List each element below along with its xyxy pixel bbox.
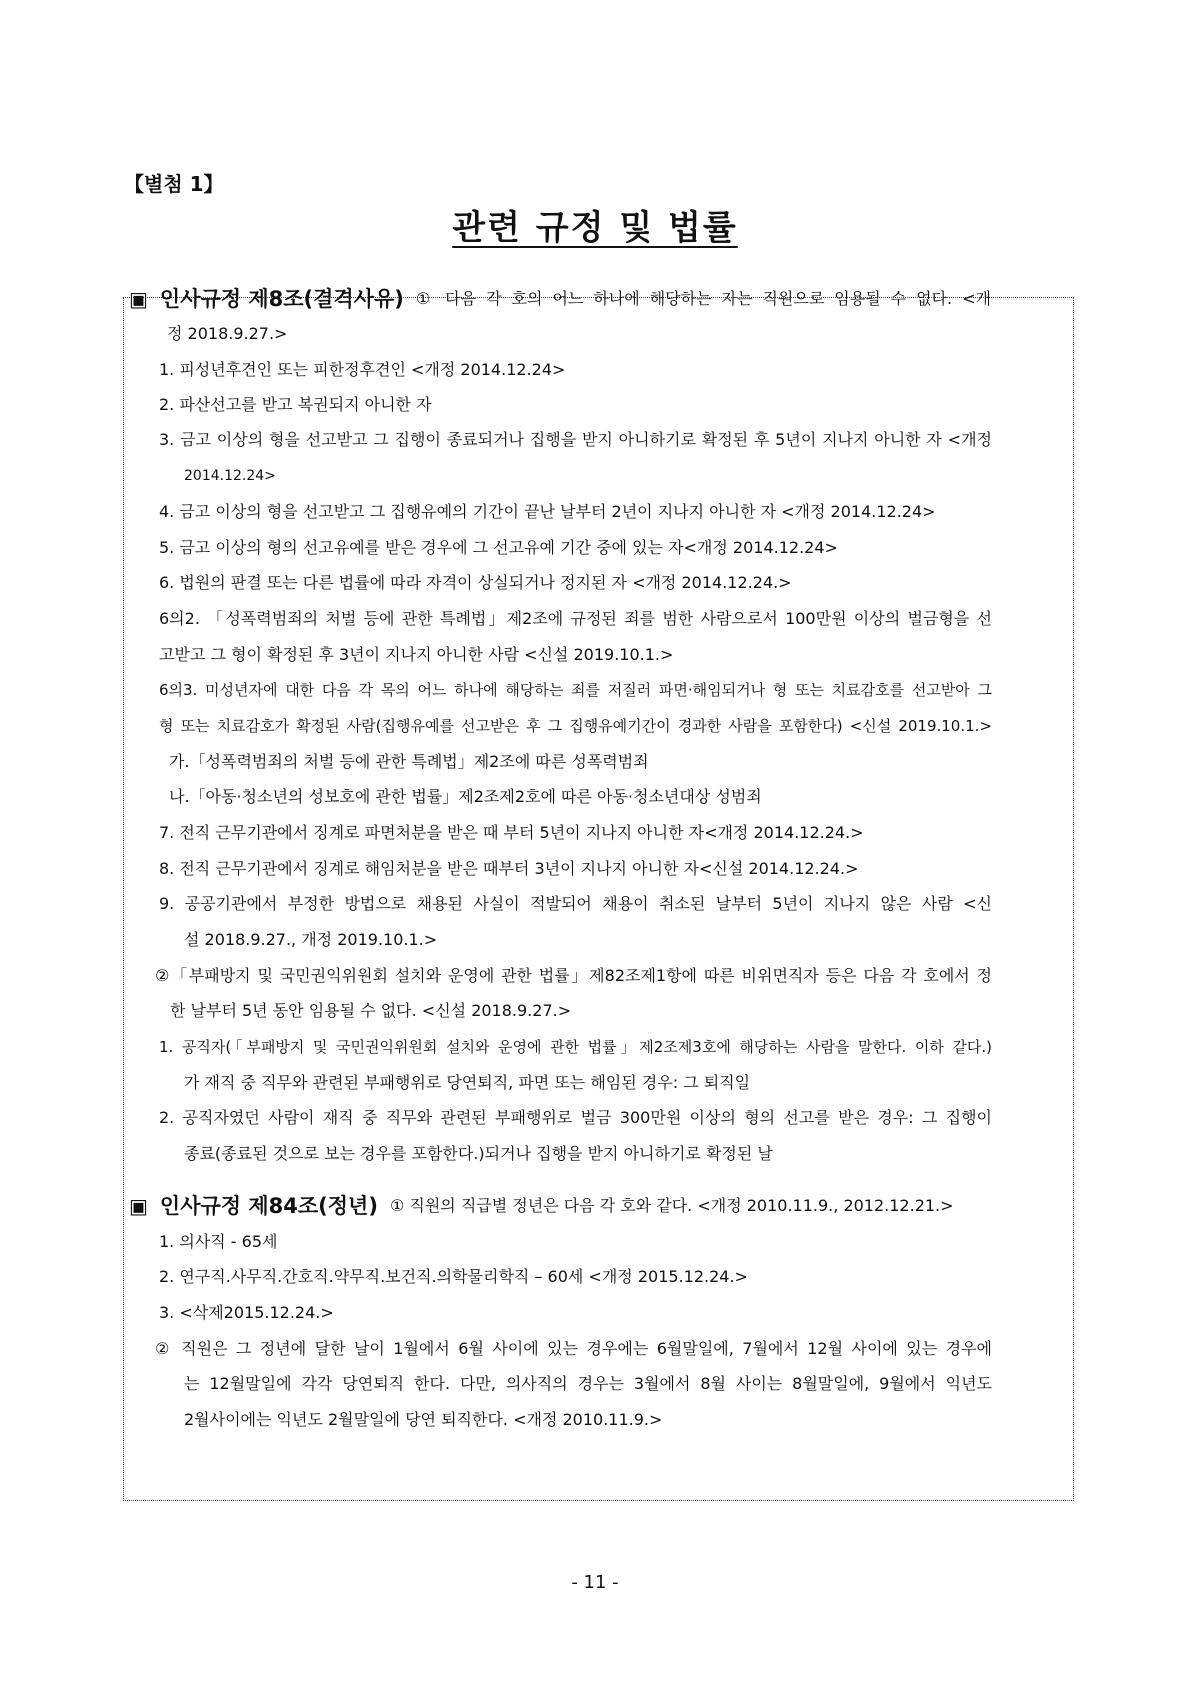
square-bullet-icon: ▣ (129, 287, 148, 311)
list-item: 5. 금고 이상의 형의 선고유예를 받은 경우에 그 선고유예 기간 중에 있는 자<개정 2014.12.24> (159, 538, 838, 557)
list-item-cont: 는 12월말일에 각각 당연퇴직 한다. 다만, 의사직의 경우는 3월에서 8월 사이는 8월말일에, 9월에서 익년도 (184, 1374, 992, 1393)
list-item: 7. 전직 근무기관에서 징계로 파면처분을 받은 때 부터 5년이 지나지 아니한 자<개정 2014.12.24.> (159, 823, 864, 842)
attachment-label: 【별첨 1】 (124, 172, 224, 196)
list-item-cont: 가 재직 중 직무와 관련된 부패행위로 당연퇴직, 파면 또는 해임된 경우: 그 퇴직일 (184, 1073, 751, 1092)
list-item: 6의3. 미성년자에 대한 다음 각 목의 어느 하나에 해당하는 죄를 저질러 파면·해임되거나 형 또는 치료감호를 선고받아 그 (159, 681, 992, 699)
section1-intro-cont: 정 2018.9.27.> (167, 324, 288, 343)
list-item-cont: 설 2018.9.27., 개정 2019.10.1.> (184, 930, 438, 949)
list-item: 2. 공직자였던 사람이 재직 중 직무와 관련된 부패행위로 벌금 300만원 이상의 형의 선고를 받은 경우: 그 집행이 (159, 1108, 992, 1127)
square-bullet-icon: ▣ (129, 1194, 148, 1218)
list-item: 2. 연구직.사무직.간호직.약무직.보건직.의학물리학직 – 60세 <개정 2015.12.24.> (159, 1267, 748, 1286)
list-item: 6의2. 「성폭력범죄의 처벌 등에 관한 특례법」제2조에 규정된 죄를 범한 사람으로서 100만원 이상의 벌금형을 선 (159, 609, 992, 628)
list-item: 1. 피성년후견인 또는 피한정후견인 <개정 2014.12.24> (159, 360, 566, 379)
page-number: - 11 - (571, 1572, 619, 1593)
page-title: 관련 규정 및 법률 (452, 208, 738, 248)
list-subitem: 나.「아동·청소년의 성보호에 관한 법률」제2조제2호에 따른 아동·청소년대상 성범죄 (169, 787, 762, 806)
list-item-cont: 한 날부터 5년 동안 임용될 수 없다. <신설 2018.9.27.> (170, 1001, 572, 1020)
list-item-cont: 2월사이에는 익년도 2월말일에 당연 퇴직한다. <개정 2010.11.9.> (184, 1410, 663, 1429)
section1-heading: 인사규정 제8조(결격사유) (159, 287, 404, 311)
section1-intro: ① 다음 각 호의 어느 하나에 해당하는 자는 직원으로 임용될 수 없다. <개 (415, 289, 991, 308)
section2-header (129, 1195, 954, 1217)
list-item-cont: 고받고 그 형이 확정된 후 3년이 지나지 아니한 사람 <신설 2019.10.1.> (159, 645, 674, 664)
list-item: ② 직원은 그 정년에 달한 날이 1월에서 6월 사이에 있는 경우에는 6월말일에, 7월에서 12월 사이에 있는 경우에 (155, 1339, 992, 1358)
section2-heading: 인사규정 제84조(정년) (159, 1194, 378, 1218)
list-item-cont: 형 또는 치료감호가 확정된 사람(집행유예를 선고받은 후 그 집행유예기간이 경과한 사람을 포함한다) <신설 2019.10.1.> (159, 717, 992, 735)
list-item: 8. 전직 근무기관에서 징계로 해임처분을 받은 때부터 3년이 지나지 아니한 자<신설 2014.12.24.> (159, 859, 859, 878)
list-item-cont: 2014.12.24> (184, 468, 276, 484)
list-item: 2. 파산선고를 받고 복권되지 아니한 자 (159, 395, 432, 414)
section2-intro: ① 직원의 직급별 정년은 다음 각 호와 같다. <개정 2010.11.9., 2012.12.21.> (389, 1196, 954, 1215)
list-item: 1. 공직자(「부패방지 및 국민권익위원회 설치와 운영에 관한 법률」제2조제3호에 해당하는 사람을 말한다. 이하 같다.) (159, 1038, 992, 1056)
list-item: 4. 금고 이상의 형을 선고받고 그 집행유예의 기간이 끝난 날부터 2년이 지나지 아니한 자 <개정 2014.12.24> (159, 502, 936, 521)
list-item: 9. 공공기관에서 부정한 방법으로 채용된 사실이 적발되어 채용이 취소된 날부터 5년이 지나지 않은 사람 <신 (159, 894, 992, 913)
list-item-cont: 종료(종료된 것으로 보는 경우를 포함한다.)되거나 집행을 받지 아니하기로 확정된 날 (184, 1144, 773, 1163)
list-item: 3. 금고 이상의 형을 선고받고 그 집행이 종료되거나 집행을 받지 아니하기로 확정된 후 5년이 지나지 아니한 자 <개정 (159, 430, 992, 449)
list-item: 3. <삭제2015.12.24.> (159, 1303, 334, 1322)
list-subitem: 가.「성폭력범죄의 처벌 등에 관한 특례법」제2조에 따른 성폭력범죄 (169, 752, 649, 771)
list-item: 1. 의사직 - 65세 (159, 1232, 278, 1251)
list-item: 6. 법원의 판결 또는 다른 법률에 따라 자격이 상실되거나 정지된 자 <개정 2014.12.24.> (159, 573, 792, 592)
list-item: ②「부패방지 및 국민권익위원회 설치와 운영에 관한 법률」제82조제1항에 따른 비위면직자 등은 다음 각 호에서 정 (155, 966, 992, 985)
section1-header (129, 288, 991, 310)
